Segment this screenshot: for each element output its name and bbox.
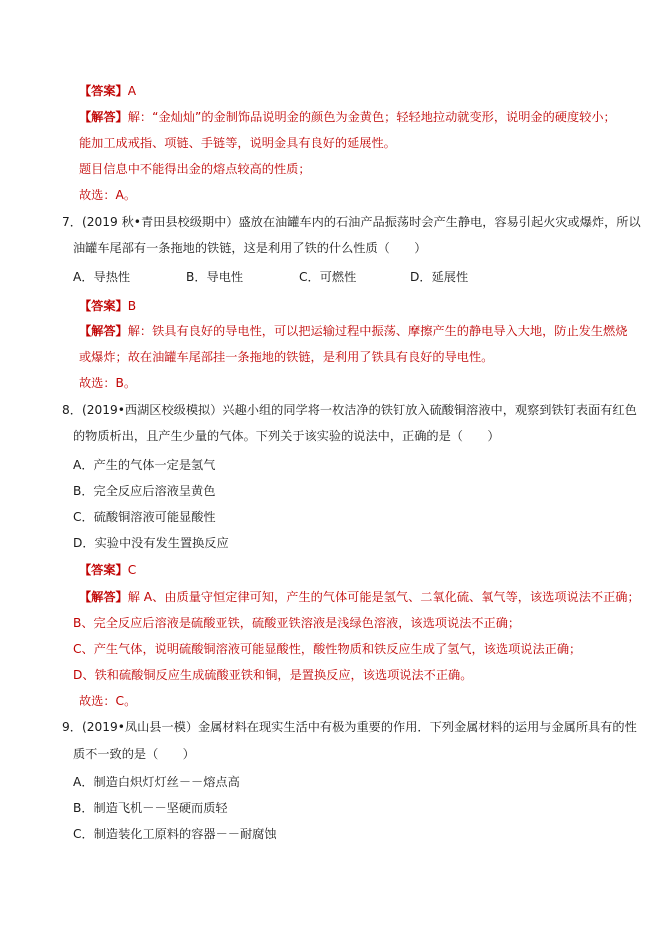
analysis-tag: 【解答】 [79,590,128,604]
q7-option-c: C．可燃性 [299,270,357,284]
q8-stem-line-1: 8．(2019•西湖区校级模拟）兴趣小组的同学将一枚洁净的铁钉放入硫酸铜溶液中，观察到铁钉表面有红色 [62,403,637,417]
analysis-tag: 【解答】 [79,110,128,124]
q7-option-d: D．延展性 [410,270,469,284]
q8-analysis-line-1 [79,589,640,606]
q8-analysis-line-3: C、产生气体，说明硫酸铜溶液可能显酸性，酸性物质和铁反应生成了氢气，该选项说法正确； [73,642,582,656]
q9-option-c: C．制造装化工原料的容器－－耐腐蚀 [73,827,277,841]
q8-stem-line-2: 的物质析出，且产生少量的气体。下列关于该实验的说法中，正确的是（ ） [73,429,500,443]
q7-option-a: A．导热性 [73,270,131,284]
q6-analysis-line-3: 题目信息中不能得出金的熔点较高的性质； [79,162,311,176]
q7-conclusion: 故选：B。 [79,376,137,390]
answer-value: B [127,299,137,313]
answer-tag: 【答案】 [79,563,128,577]
answer-tag: 【答案】 [79,84,128,98]
q6-analysis-line-1 [79,109,616,126]
q9-stem-line-2: 质不一致的是（ ） [73,747,195,761]
q7-option-b: B．导电性 [186,270,244,284]
answer-tag: 【答案】 [79,299,128,313]
q6-answer-line [79,83,136,100]
q8-option-d: D．实验中没有发生置换反应 [73,536,229,550]
q8-analysis-line-2: B、完全反应后溶液是硫酸亚铁，硫酸亚铁溶液是浅绿色溶液，该选项说法不正确； [73,616,521,630]
q9-stem-line-1: 9．(2019•凤山县一模）金属材料在现实生活中有极为重要的作用．下列金属材料的运用与金属所具有的性 [62,720,637,734]
analysis-text: 解 A、由质量守恒定律可知，产生的气体可能是氢气、二氧化硫、氧气等，该选项说法不正确； [127,590,640,604]
q8-option-c: C．硫酸铜溶液可能显酸性 [73,510,216,524]
q8-conclusion: 故选：C。 [79,694,137,708]
q6-conclusion: 故选：A。 [79,188,137,202]
q8-analysis-line-4: D、铁和硫酸铜反应生成硫酸亚铁和铜，是置换反应，该选项说法不正确。 [73,668,473,682]
analysis-text: 解：“金灿灿”的金制饰品说明金的颜色为金黄色；轻轻地拉动就变形，说明金的硬度较小； [127,110,616,124]
analysis-text: 解：铁具有良好的导电性，可以把运输过程中振荡、摩擦产生的静电导入大地，防止发生燃烧 [127,324,628,338]
q8-answer-line [79,562,136,579]
q7-analysis-line-2: 或爆炸；故在油罐车尾部挂一条拖地的铁链，是利用了铁具有良好的导电性。 [79,350,494,364]
q7-options [73,269,593,286]
q8-option-b: B．完全反应后溶液呈黄色 [73,484,216,498]
answer-value: C [127,563,137,577]
q7-stem-line-1: 7．(2019 秋•青田县校级期中）盛放在油罐车内的石油产品振荡时会产生静电，容易引起火灾或爆炸，所以 [62,215,641,229]
q9-option-b: B．制造飞机－－坚硬而质轻 [73,801,228,815]
q7-analysis-line-1 [79,323,627,340]
analysis-tag: 【解答】 [79,324,128,338]
q7-stem-line-2: 油罐车尾部有一条拖地的铁链，这是利用了铁的什么性质（ ） [73,241,427,255]
q7-answer-line [79,298,136,315]
answer-value: A [127,84,137,98]
q9-option-a: A．制造白炽灯灯丝－－熔点高 [73,775,240,789]
q8-option-a: A．产生的气体一定是氢气 [73,458,216,472]
q6-analysis-line-2: 能加工成戒指、项链、手链等，说明金具有良好的延展性。 [79,136,396,150]
